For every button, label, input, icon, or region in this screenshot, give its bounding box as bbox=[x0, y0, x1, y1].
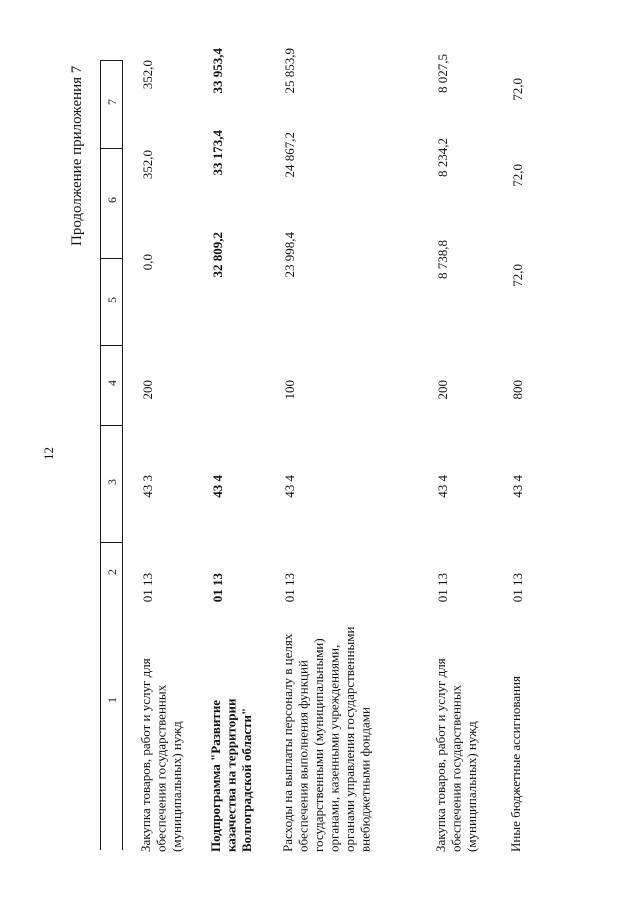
col-sep-2-3 bbox=[100, 425, 122, 426]
row-2-name: Подпрограмма "Развитие казачества на территории Волгоградской области" bbox=[208, 698, 254, 852]
row-1-program: 43 3 bbox=[140, 475, 155, 498]
col-sep-3-4 bbox=[100, 345, 122, 346]
header-col-3: 3 bbox=[105, 479, 119, 485]
row-5-value-5: 72,0 bbox=[510, 264, 525, 287]
table-header-right-border bbox=[122, 60, 123, 850]
row-4-section: 01 13 bbox=[435, 573, 450, 603]
col-sep-6-7 bbox=[100, 60, 122, 61]
row-1-name: Закупка товаров, работ и услуг для обеспечения государственных (муниципальных) нужд bbox=[138, 658, 184, 852]
row-4-expense-type: 200 bbox=[435, 380, 450, 400]
col-sep-5-6 bbox=[100, 148, 122, 149]
header-col-4: 4 bbox=[105, 380, 119, 386]
appendix-caption: Продолжение приложения 7 bbox=[69, 65, 85, 246]
row-4-program: 43 4 bbox=[435, 475, 450, 498]
row-1-value-7: 352,0 bbox=[140, 60, 155, 90]
row-2-value-5: 32 809,2 bbox=[210, 232, 225, 278]
row-1-section: 01 13 bbox=[140, 573, 155, 603]
row-5-value-7: 72,0 bbox=[510, 78, 525, 101]
col-sep-1-2 bbox=[100, 542, 122, 543]
row-1-value-5: 0,0 bbox=[140, 254, 155, 271]
row-3-expense-type: 100 bbox=[282, 380, 297, 400]
header-col-2: 2 bbox=[105, 569, 119, 575]
row-5-program: 43 4 bbox=[510, 475, 525, 498]
row-3-value-5: 23 998,4 bbox=[282, 232, 297, 278]
row-2-section: 01 13 bbox=[210, 573, 225, 603]
header-col-7: 7 bbox=[105, 99, 119, 105]
row-5-name: Иные бюджетные ассигнования bbox=[508, 675, 523, 852]
header-col-5: 5 bbox=[105, 297, 119, 303]
row-4-value-6: 8 234,2 bbox=[435, 138, 450, 177]
header-col-6: 6 bbox=[105, 197, 119, 203]
row-3-section: 01 13 bbox=[282, 573, 297, 603]
row-4-name: Закупка товаров, работ и услуг для обеспечения государственных (муниципальных) нужд bbox=[433, 658, 479, 852]
row-2-program: 43 4 bbox=[210, 475, 225, 498]
col-sep-4-5 bbox=[100, 258, 122, 259]
row-4-value-7: 8 027,5 bbox=[435, 54, 450, 93]
row-3-name: Расходы на выплаты персоналу в целях обеспечения выполнения функций государственными (муниципальными) органами, казенными учреждениями, органами управления государственными внебюджетными фондами bbox=[280, 626, 373, 852]
row-5-expense-type: 800 bbox=[510, 380, 525, 400]
table-header-left-border bbox=[100, 60, 101, 850]
page-number: 12 bbox=[41, 447, 56, 460]
row-3-value-6: 24 867,2 bbox=[282, 132, 297, 178]
row-1-expense-type: 200 bbox=[140, 380, 155, 400]
row-5-section: 01 13 bbox=[510, 573, 525, 603]
header-col-1: 1 bbox=[105, 697, 119, 703]
row-1-value-6: 352,0 bbox=[140, 150, 155, 180]
row-2-value-7: 33 953,4 bbox=[210, 48, 225, 94]
row-2-value-6: 33 173,4 bbox=[210, 130, 225, 176]
row-3-program: 43 4 bbox=[282, 475, 297, 498]
row-5-value-6: 72,0 bbox=[510, 164, 525, 187]
row-3-value-7: 25 853,9 bbox=[282, 48, 297, 94]
row-4-value-5: 8 738,8 bbox=[435, 240, 450, 279]
